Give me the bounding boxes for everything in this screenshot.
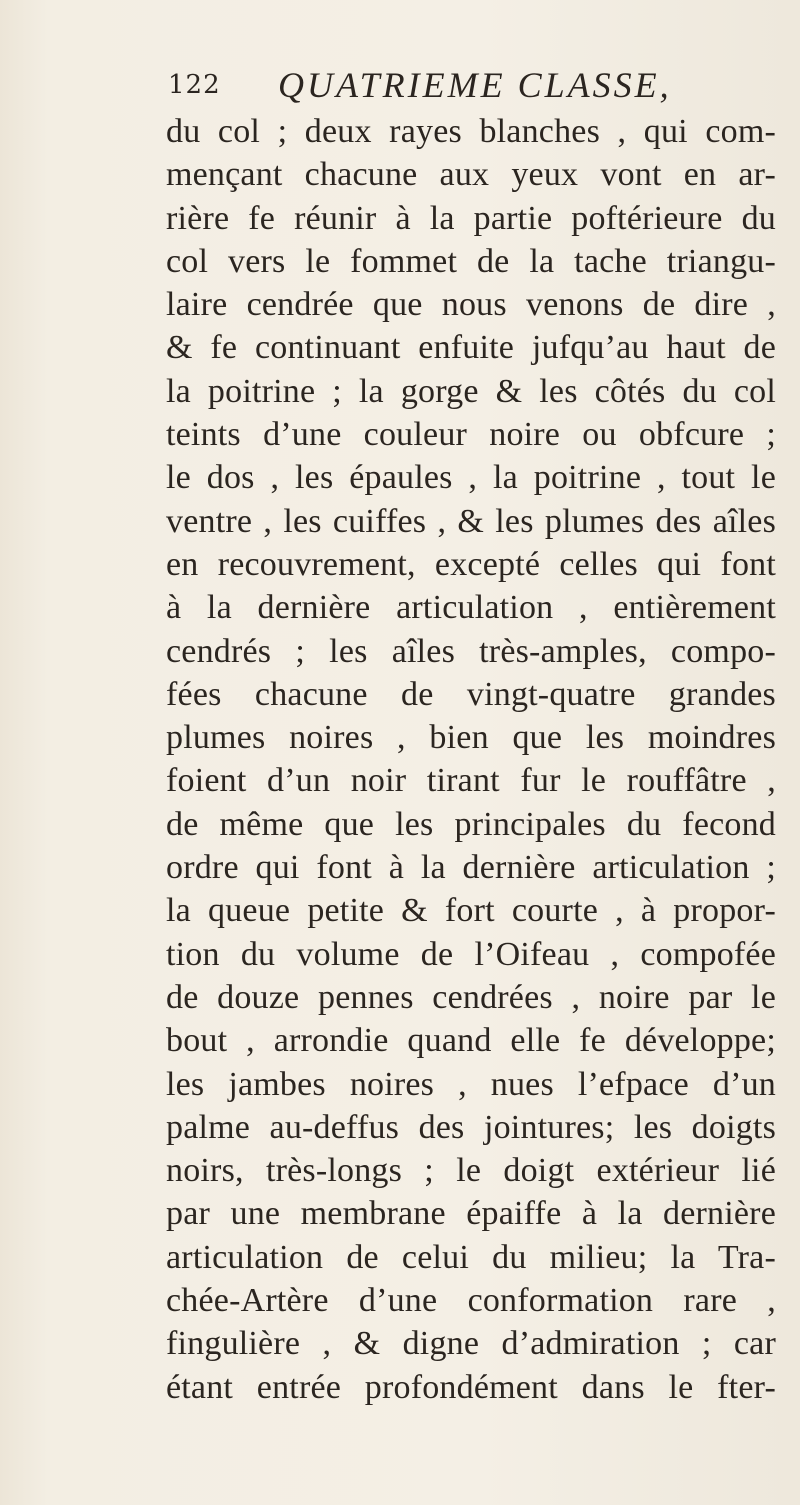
text-line: mençant chacune aux yeux vont en ar- [166,156,776,194]
text-line: de douze pennes cendrées , noire par le [166,978,776,1016]
page-header [168,60,728,110]
text-line: de même que les principales du fecond [166,805,776,843]
text-line: fingulière , & digne d’admiration ; car [166,1325,776,1363]
text-line: & fe continuant enfuite jufqu’au haut de [166,329,776,367]
text-line: bout , arrondie quand elle fe développe; [166,1022,776,1060]
text-line: à la dernière articulation , entièrement [166,589,776,627]
body-text [166,110,776,1409]
text-line: chée-Artère d’une conformation rare , [166,1282,776,1320]
text-line: teints d’une couleur noire ou obfcure ; [166,416,776,454]
text-line: plumes noires , bien que les moindres [166,719,776,757]
text-line: par une membrane épaiffe à la dernière [166,1195,776,1233]
text-line: foient d’un noir tirant fur le rouffâtre , [166,762,776,800]
page-number: 122 [168,70,221,100]
text-line: fées chacune de vingt-quatre grandes [166,675,776,713]
text-line: le dos , les épaules , la poitrine , tout le [166,459,776,497]
text-line: ventre , les cuiffes , & les plumes des aîles [166,502,776,540]
text-line: rière fe réunir à la partie poftérieure du [166,199,776,237]
text-line: la queue petite & fort courte , à propor- [166,892,776,930]
text-line: articulation de celui du milieu; la Tra- [166,1238,776,1276]
text-line: palme au-deffus des jointures; les doigts [166,1108,776,1146]
text-line: du col ; deux rayes blanches , qui com- [166,113,776,150]
running-head: QUATRIEME CLASSE, [278,65,672,105]
text-line: la poitrine ; la gorge & les côtés du col [166,372,776,410]
text-line: laire cendrée que nous venons de dire , [166,286,776,324]
text-line: cendrés ; les aîles très-amples, compo- [166,632,776,670]
text-line: en recouvrement, excepté celles qui font [166,545,776,583]
text-line: col vers le fommet de la tache triangu- [166,242,776,280]
text-line: ordre qui font à la dernière articulation ; [166,849,776,887]
text-line: les jambes noires , nues l’efpace d’un [166,1065,776,1103]
text-line: étant entrée profondément dans le fter- [166,1368,776,1406]
text-line: noirs, très-longs ; le doigt extérieur lié [166,1152,776,1190]
text-line: tion du volume de l’Oifeau , compofée [166,935,776,973]
